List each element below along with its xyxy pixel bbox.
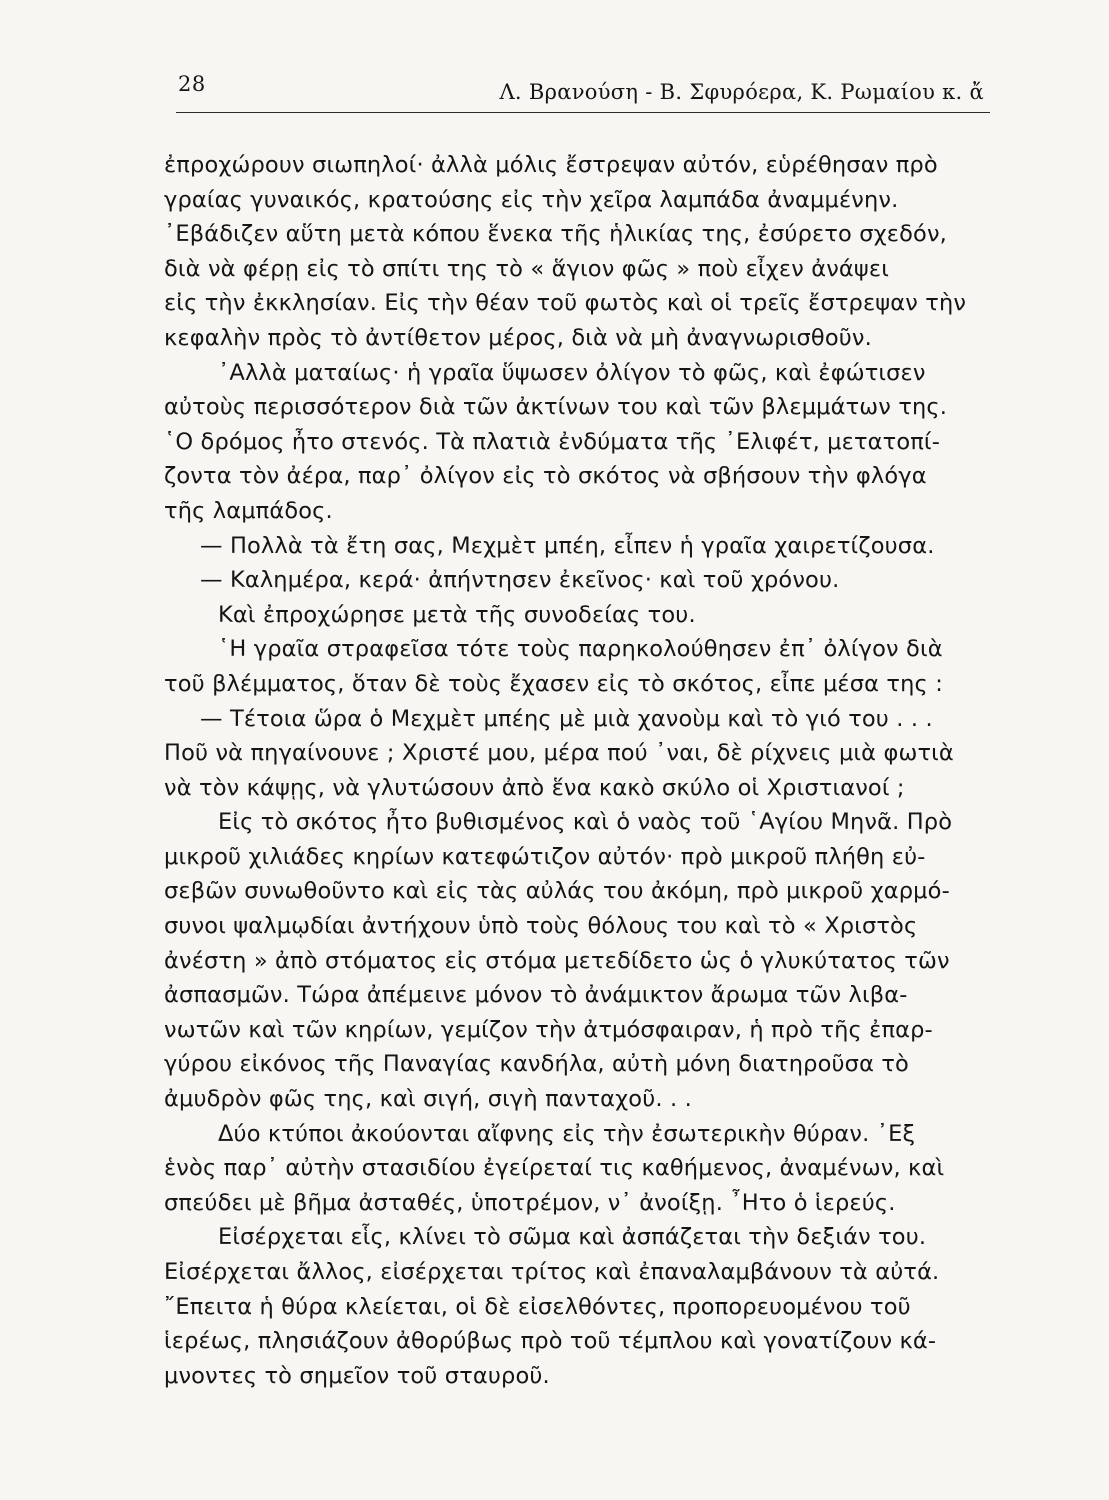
text-line: κεφαλὴν πρὸς τὸ ἀντίθετον μέρος, διὰ νὰ μὴ ἀναγνωρισθοῦν. (164, 324, 872, 351)
text-line: γραίας γυναικός, κρατούσης εἰς τὴν χεῖρα λαμπάδα ἀναμμένην. (164, 186, 899, 213)
text-line: ἀσπασμῶν. Τώρα ἀπέμεινε μόνον τὸ ἀνάμικτον ἄρωμα τῶν λιβα- (164, 982, 908, 1009)
dialogue-line: — Καλημέρα, κερά· ἀπήντησεν ἐκεῖνος· καὶ τοῦ χρόνου. (200, 567, 840, 594)
page-number: 28 (178, 72, 206, 96)
text-line: μικροῦ χιλιάδες κηρίων κατεφώτιζον αὐτόν· πρὸ μικροῦ πλήθη εὐ- (164, 843, 926, 870)
text-line: Εἰσέρχεται εἷς, κλίνει τὸ σῶμα καὶ ἀσπάζεται τὴν δεξιάν του. (218, 1224, 927, 1251)
text-line: ζοντα τὸν ἀέρα, παρ᾿ ὀλίγον εἰς τὸ σκότος νὰ σβήσουν τὴν φλόγα (164, 463, 927, 490)
text-line: τῆς λαμπάδος. (164, 497, 333, 524)
text-line: νωτῶν καὶ τῶν κηρίων, γεμίζον τὴν ἀτμόσφαιραν, ἡ πρὸ τῆς ἐπαρ- (164, 1016, 933, 1043)
running-head (178, 66, 990, 106)
text-line: νὰ τὸν κάψῃς, νὰ γλυτώσουν ἀπὸ ἕνα κακὸ σκύλο οἱ Χριστιανοί ; (164, 774, 905, 801)
dialogue-line: — Τέτοια ὥρα ὁ Μεχμὲτ μπέης μὲ μιὰ χανοὺμ καὶ τὸ γιό του . . . (200, 705, 933, 732)
text-line: ῾Ο δρόμος ἦτο στενός. Τὰ πλατιὰ ἐνδύματα τῆς ᾿Ελιφέτ, μετατοπί- (164, 428, 940, 455)
text-line: διὰ νὰ φέρῃ εἰς τὸ σπίτι της τὸ « ἅγιον φῶς » ποὺ εἶχεν ἀνάψει (164, 255, 889, 282)
text-line: Εἰς τὸ σκότος ἦτο βυθισμένος καὶ ὁ ναὸς τοῦ ῾Αγίου Μηνᾶ. Πρὸ (218, 809, 953, 836)
text-line: ῎Επειτα ἡ θύρα κλείεται, οἱ δὲ εἰσελθόντες, προπορευομένου τοῦ (164, 1293, 911, 1320)
text-line: ἑνὸς παρ᾿ αὐτὴν στασιδίου ἐγείρεταί τις καθήμενος, ἀναμένων, καὶ (164, 1155, 945, 1182)
text-line: Ποῦ νὰ πηγαίνουνε ; Χριστέ μου, μέρα πού ᾿ναι, δὲ ρίχνεις μιὰ φωτιὰ (164, 740, 954, 767)
text-line: σεβῶν συνωθοῦντο καὶ εἰς τὰς αὐλάς του ἀκόμη, πρὸ μικροῦ χαρμό- (164, 878, 950, 905)
text-line: ἐπροχώρουν σιωπηλοί· ἀλλὰ μόλις ἔστρεψαν αὐτόν, εὑρέθησαν πρὸ (164, 152, 938, 178)
text-line: σπεύδει μὲ βῆμα ἀσταθές, ὑποτρέμον, ν᾿ ἀνοίξῃ. ῏Ητο ὁ ἱερεύς. (164, 1189, 896, 1216)
text-line: Δύο κτύποι ἀκούονται αἴφνης εἰς τὴν ἐσωτερικὴν θύραν. ᾿Εξ (218, 1120, 916, 1147)
text-line: ῾Η γραῖα στραφεῖσα τότε τοὺς παρηκολούθησεν ἐπ᾿ ὀλίγον διὰ (218, 636, 943, 663)
dialogue-line: — Πολλὰ τὰ ἔτη σας, Μεχμὲτ μπέη, εἶπεν ἡ γραῖα χαιρετίζουσα. (200, 532, 935, 559)
text-line: εἰς τὴν ἐκκλησίαν. Εἰς τὴν θέαν τοῦ φωτὸς καὶ οἱ τρεῖς ἔστρεψαν τὴν (164, 290, 967, 317)
running-head-authors: Λ. Βρανούση - Β. Σφυρόερα, Κ. Ρωμαίου κ. ἄ (499, 80, 984, 104)
text-line: αὐτοὺς περισσότερον διὰ τῶν ἀκτίνων του καὶ τῶν βλεμμάτων της. (164, 394, 948, 421)
text-line: μνοντες τὸ σημεῖον τοῦ σταυροῦ. (164, 1362, 550, 1389)
text-line: ἱερέως, πλησιάζουν ἀθορύβως πρὸ τοῦ τέμπλου καὶ γονατίζουν κά- (164, 1328, 937, 1355)
text-line: γύρου εἰκόνος τῆς Παναγίας κανδήλα, αὐτὴ μόνη διατηροῦσα τὸ (164, 1051, 909, 1078)
text-line: ᾿Αλλὰ ματαίως· ἡ γραῖα ὕψωσεν ὀλίγον τὸ φῶς, καὶ ἐφώτισεν (218, 359, 926, 386)
text-line: Καὶ ἐπροχώρησε μετὰ τῆς συνοδείας του. (218, 601, 696, 628)
text-line: ἀνέστη » ἀπὸ στόματος εἰς στόμα μετεδίδετο ὡς ὁ γλυκύτατος τῶν (164, 947, 950, 974)
text-line: Εἰσέρχεται ἄλλος, εἰσέρχεται τρίτος καὶ ἐπαναλαμβάνουν τὰ αὐτά. (164, 1259, 940, 1285)
header-rule (176, 112, 990, 113)
text-line: συνοι ψαλμῳδίαι ἀντήχουν ὑπὸ τοὺς θόλους του καὶ τὸ « Χριστὸς (164, 913, 918, 940)
text-line: ᾿Εβάδιζεν αὕτη μετὰ κόπου ἕνεκα τῆς ἡλικίας της, ἐσύρετο σχεδόν, (164, 221, 947, 248)
body-text (164, 148, 989, 1393)
text-line: ἀμυδρὸν φῶς της, καὶ σιγή, σιγὴ πανταχοῦ. . . (164, 1086, 692, 1113)
text-line: τοῦ βλέμματος, ὅταν δὲ τοὺς ἔχασεν εἰς τὸ σκότος, εἶπε μέσα της : (164, 670, 943, 697)
